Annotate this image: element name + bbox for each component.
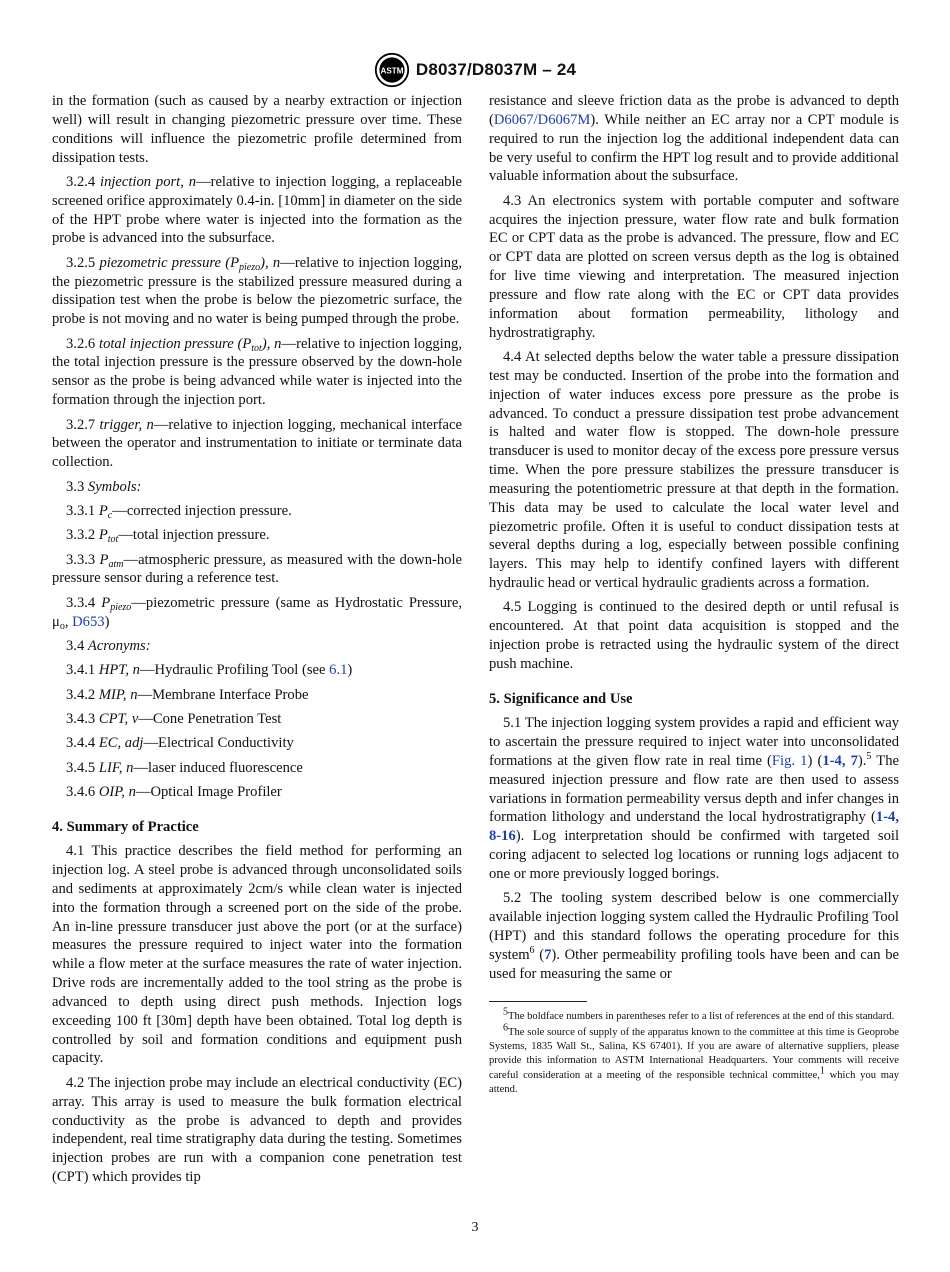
link-d653[interactable]: D653	[72, 613, 105, 630]
acronym-3-4-4: 3.4.4 EC, adj—Electrical Conductivity	[66, 735, 294, 752]
ref-link-1-4-7[interactable]: 1-4, 7	[822, 752, 858, 769]
link-d6067[interactable]: D6067/D6067M	[493, 111, 591, 128]
paragraph-5-1: 5.1 The injection logging system provides a rapid and efficient way to ascertain the pressure required to inject water into unconsolidated formations at the given flow rate in real time (Fig. 1) (1-4, 7).$^5$ The measured injection pressure and flow rate are then used to assess variations in formation permeability versus depth and infer changes in formation lithology and understand the local hydrostratigraphy (1-4, 8-16). Log interpretation should be confirmed with targeted soil coring adjacent to selected log locations or running logs adjacent to one or more previously logged borings.	[489, 715, 899, 882]
acronym-3-4-6: 3.4.6 OIP, n—Optical Image Profiler	[66, 784, 282, 800]
left-column	[52, 92, 462, 1192]
svg-text:ASTM: ASTM	[380, 66, 404, 76]
paragraph-4-1: 4.1 This practice describes the field method for performing an injection log. A steel probe is advanced through unconsolidated soils and sediments at approximately 2cm/s while clean water is injected into the formation through a screened port on the side of the probe. An in-line pressure transducer just above the port (or at the surface) measures the pressure required to inject water into the formation while a flow meter at the surface measures the rate of water injection. Drive rods are incrementally added to the tool string as the probe is advanced to depth using direct push methods. Injection logs exceeding 100 ft [30m] depth have been obtained. Total log depth is controlled by soil and formation conditions and equipment push capacity.	[52, 843, 462, 1067]
paragraph-4-5: 4.5 Logging is continued to the desired depth or until refusal is encountered. At that point data acquisition is stopped and the injection probe is retracted using the hydraulic system of the direct push machine.	[489, 599, 899, 672]
symbol-3-3-2: 3.3.2 $P_{tot}—total$ injection pressure.	[66, 527, 270, 546]
footnote-5: $^5$The boldface numbers in parentheses refer to a list of references at the end of this standard.	[503, 1006, 895, 1023]
footnote-divider	[489, 1001, 587, 1002]
definition-3-2-7: 3.2.7 trigger, n—relative to injection logging, mechanical interface between the operator and instrumentation to initiate or terminate data collection.	[52, 416, 462, 471]
paragraph-4-4: 4.4 At selected depths below the water table a pressure dissipation test may be conducted. Insertion of the probe into the formation and injection of water induces excess pore pressure as the probe is advanced. To conduct a pressure dissipation test probe advancement is halted and water flow is stopped. The down-hole pressure transducer is used to monitor decay of the excess pore pressure versus time. When the pore pressure stabilizes the pressure transducer is measuring the potentiometric pressure at that depth in the formation. This data may be used to calculate the local water level and piezometric profile. Often it is useful to conduct dissipation tests at several depths during a log, especially between possible confining layers. This may help to identify confined layers with different hydraulic head or vertical hydraulic gradients across a formation.	[489, 348, 899, 592]
standard-designation: D8037/D8037M – 24	[415, 60, 577, 79]
paragraph-4-3: 4.3 An electronics system with portable computer and software acquires the injection pressure, water flow rate and bulk formation EC or CPT data as the probe is advanced. The pressure, flow and EC or CPT data are plotted on screen versus depth as the log is obtained for live time viewing and interpretation. The measured injection pressure and flow rate along with the EC or CPT data provides information about formation permeability, lithology and hydrostratigraphy.	[489, 192, 899, 341]
acronym-3-4-3: 3.4.3 CPT, v—Cone Penetration Test	[66, 710, 282, 727]
definition-3-2-6: 3.2.6 total injection pressure $(P_{tot})$, n—relative to injection logging, the total injection pressure is the pressure observed by the down-hole sensor as the probe is being advanced while water is injected into the formation through the injection port.	[52, 335, 462, 409]
section-3-3-symbols: 3.3 Symbols:	[66, 478, 142, 495]
paragraph-5-2: 5.2 The tooling system described below is one commercially available injection logging system called the Hydraulic Profiling Tool (HPT) and this standard follows the operating procedure for this system$^6$ (7). Other permeability profiling tools have been and can be used for measuring the same or	[489, 890, 899, 982]
ref-link-7[interactable]: 7	[544, 946, 552, 963]
acronym-3-4-1: 3.4.1 HPT, n—Hydraulic Profiling Tool (see 6.1)	[66, 662, 353, 679]
section-heading-4: 4. Summary of Practice	[52, 818, 199, 835]
acronym-3-4-5: 3.4.5 LIF, n—laser induced fluorescence	[66, 759, 303, 776]
definition-3-2-4: 3.2.4 injection port, n—relative to injection logging, a replaceable screened orifice approximately 0.4-in. [10mm] in diameter on the side of the HPT probe where water is injected into the formation as the probe is advanced into the subsurface.	[52, 173, 463, 247]
page-number: 3	[471, 1220, 479, 1235]
right-column	[489, 92, 899, 1098]
link-fig-1[interactable]: Fig. 1	[771, 752, 808, 769]
symbol-3-3-3: 3.3.3 $P_{atm}—atmospheric$ pressure, as measured with the down-hole pressure sensor during a reference test.	[52, 551, 462, 587]
symbol-3-3-1: 3.3.1 $P_c—corrected$ injection pressure.	[66, 502, 292, 521]
paragraph-4-2-continued: resistance and sleeve friction data as the probe is advanced to depth (D6067/D6067M). While neither an EC array nor a CPT module is required to run the injection log the additional independent data can be very useful to confirm the HPT log result and to provide additional valuable information about the subsurface.	[489, 93, 899, 185]
footnote-mark-5: 5	[866, 750, 872, 762]
astm-logo-icon	[374, 52, 410, 88]
ref-link-1-4-8-16[interactable]: 1-4, 8-16	[489, 809, 899, 845]
section-3-4-acronyms: 3.4 Acronyms:	[66, 637, 151, 654]
definition-3-2-5: 3.2.5 piezometric pressure $(P_{piezo})$, n—relative to injection logging, the piezometric pressure is the stabilized pressure measured during a dissipation test when the probe is below the piezometric surface, the probe is not moving and no water is being pumped through the probe.	[52, 254, 463, 328]
acronym-3-4-2: 3.4.2 MIP, n—Membrane Interface Probe	[66, 686, 309, 703]
page-header	[0, 52, 950, 93]
paragraph-3-2-3-continued: in the formation (such as caused by a nearby extraction or injection well) will result in changing piezometric pressure over time. These conditions will influence the piezometric profile determined from dissipation tests.	[52, 93, 462, 166]
symbol-3-3-4: 3.3.4 $P_{piezo}—piezometric$ pressure (same as Hydrostatic Pressure, $\mu_o$, D653)	[52, 594, 462, 632]
footnote-mark-6: 6	[529, 944, 535, 956]
footnote-6: $^6$The sole source of supply of the apparatus known to the committee at this time is Geoprobe Systems, 1835 Wall St., Salina, KS 67401). If you are aware of alternative suppliers, please provide this information to ASTM International Headquarters. Your comments will receive careful consideration at a meeting of the responsible technical committee,$^1$ which you may attend.	[489, 1022, 899, 1095]
section-heading-5: 5. Significance and Use	[489, 690, 633, 707]
link-section-6-1[interactable]: 6.1	[329, 662, 348, 679]
paragraph-4-2: 4.2 The injection probe may include an electrical conductivity (EC) array. This array is used to measure the bulk formation electrical conductivity as the probe is advanced to depth and provides independent, real time stratigraphy data during the testing. Sometimes injection probes are run with a companion cone penetration test (CPT) which provides tip	[52, 1074, 462, 1186]
